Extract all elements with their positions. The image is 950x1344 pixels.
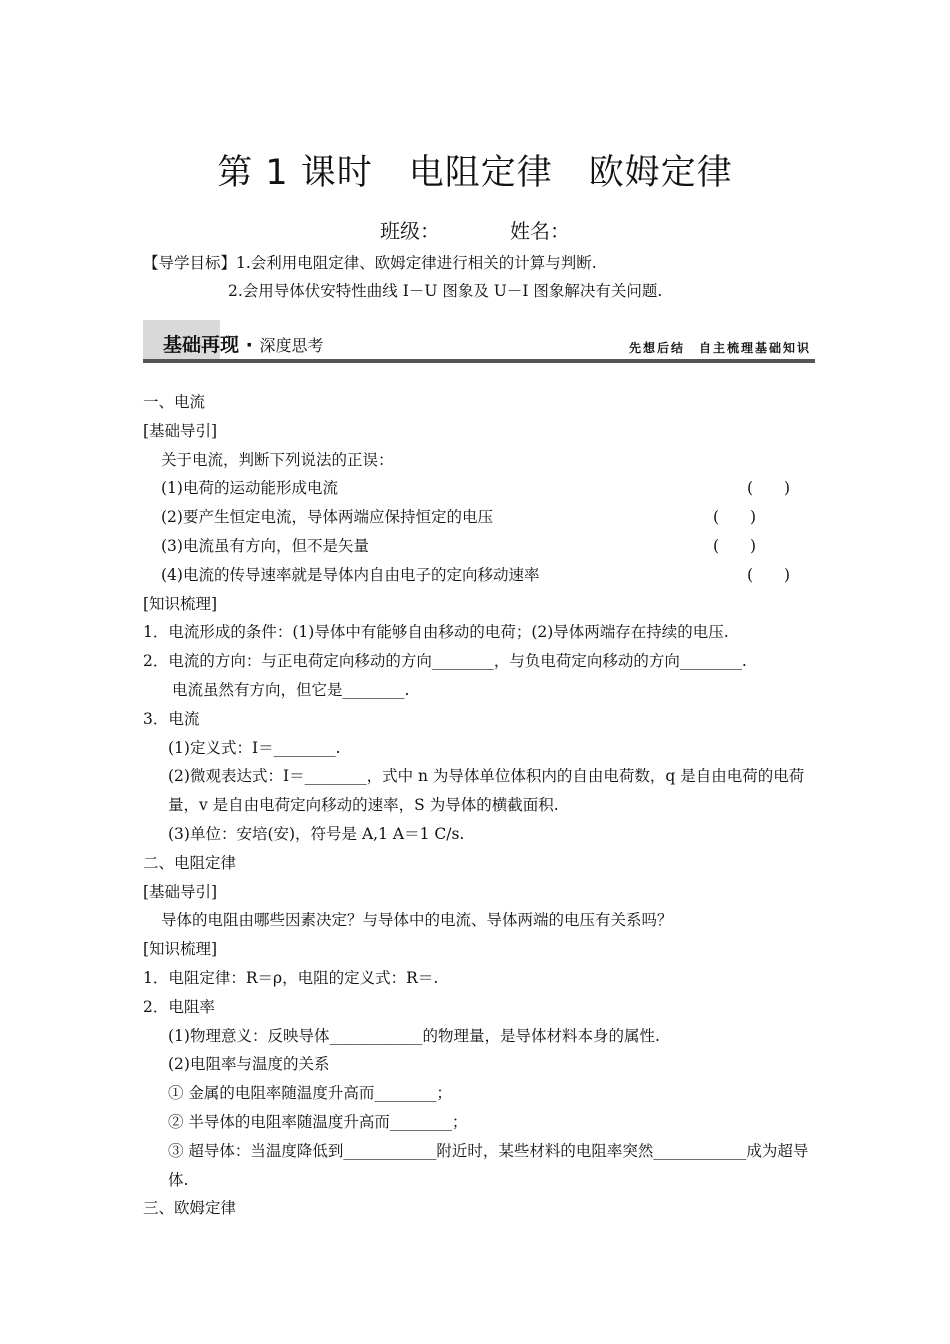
main-content: [143, 388, 815, 1223]
judgement-item-text: (3)电流虽有方向，但不是矢量: [161, 536, 369, 555]
current-unit: (3)单位：安培(安)，符号是 A,1 A＝1 C/s.: [168, 824, 465, 843]
goal-line-2: 2.会用导体伏安特性曲线 I－U 图象及 U－I 图象解决有关问题.: [228, 282, 663, 300]
judgement-item-text: (2)要产生恒定电流，导体两端应保持恒定的电压: [161, 508, 493, 527]
answer-parentheses[interactable]: ( ): [713, 508, 757, 527]
section-1-title: 一、电流: [143, 393, 206, 411]
answer-parentheses[interactable]: ( ): [747, 479, 791, 498]
banner-dot: ·: [239, 334, 260, 356]
answer-parentheses[interactable]: ( ): [713, 536, 757, 555]
goal-line-1: 【导学目标】1.会利用电阻定律、欧姆定律进行相关的计算与判断.: [143, 254, 597, 272]
section-1-guide-heading: [基础导引]: [143, 421, 218, 440]
knowledge-item-2: 2．电流的方向：与正电荷定向移动的方向________，与负电荷定向移动的方向________.: [143, 652, 747, 671]
resistivity-temperature: (2)电阻率与温度的关系: [168, 1055, 330, 1074]
resistance-law: 1．电阻定律：R＝ρ，电阻的定义式：R＝.: [143, 968, 439, 987]
student-info-line: [0, 215, 950, 244]
judgement-item-text: (1)电荷的运动能形成电流: [161, 479, 338, 498]
page-title: 第 1 课时 电阻定律 欧姆定律: [217, 153, 733, 193]
class-label: 班级：: [380, 219, 440, 243]
resistivity-meaning: (1)物理意义：反映导体____________的物理量，是导体材料本身的属性.: [168, 1026, 660, 1045]
superconductor: ③ 超导体：当温度降低到____________附近时，某些材料的电阻率突然____________成为超导体.: [168, 1141, 809, 1189]
answer-parentheses[interactable]: ( ): [747, 565, 791, 584]
banner-slogan: 先想后结 自主梳理基础知识: [628, 341, 811, 355]
section-1-question: 关于电流，判断下列说法的正误：: [161, 450, 394, 469]
judgement-item-2: [143, 503, 815, 532]
semiconductor-resistivity: ② 半导体的电阻率随温度升高而________；: [168, 1112, 468, 1131]
learning-goals: [143, 249, 662, 305]
banner-heading: [163, 330, 323, 357]
section-1-knowledge-heading: [知识梳理]: [143, 594, 218, 613]
current-definition: (1)定义式：I＝________.: [168, 738, 341, 757]
section-2-title: 二、电阻定律: [143, 853, 237, 872]
metal-resistivity: ① 金属的电阻率随温度升高而________；: [168, 1084, 452, 1103]
judgement-item-text: (4)电流的传导速率就是导体内自由电子的定向移动速率: [161, 565, 540, 584]
section-2-question: 导体的电阻由哪些因素决定？与导体中的电流、导体两端的电压有关系吗？: [161, 911, 673, 930]
judgement-item-4: [143, 561, 815, 590]
banner-heading-sub: 深度思考: [259, 336, 324, 355]
banner-rule: [143, 359, 815, 363]
knowledge-item-1: 1．电流形成的条件：(1)导体中有能够自由移动的电荷；(2)导体两端存在持续的电压.: [143, 623, 729, 642]
name-label: 姓名：: [510, 219, 570, 243]
section-2-knowledge-heading: [知识梳理]: [143, 940, 218, 959]
knowledge-item-3: 3．电流: [143, 709, 200, 728]
judgement-item-3: [143, 532, 815, 561]
current-micro-expression: (2)微观表达式：I＝________，式中 n 为导体单位体积内的自由电荷数，q 是自由电荷的电荷量，v 是自由电荷定向移动的速率，S 为导体的横截面积.: [168, 767, 805, 815]
section-3-title: 三、欧姆定律: [143, 1199, 237, 1218]
resistivity-heading: 2．电阻率: [143, 997, 215, 1016]
banner-heading-main: 基础再现: [163, 334, 240, 356]
judgement-item-1: [143, 474, 815, 503]
section-2-guide-heading: [基础导引]: [143, 882, 218, 901]
knowledge-item-2-continued: 电流虽然有方向，但它是________.: [172, 680, 410, 699]
section-banner: [143, 320, 815, 364]
